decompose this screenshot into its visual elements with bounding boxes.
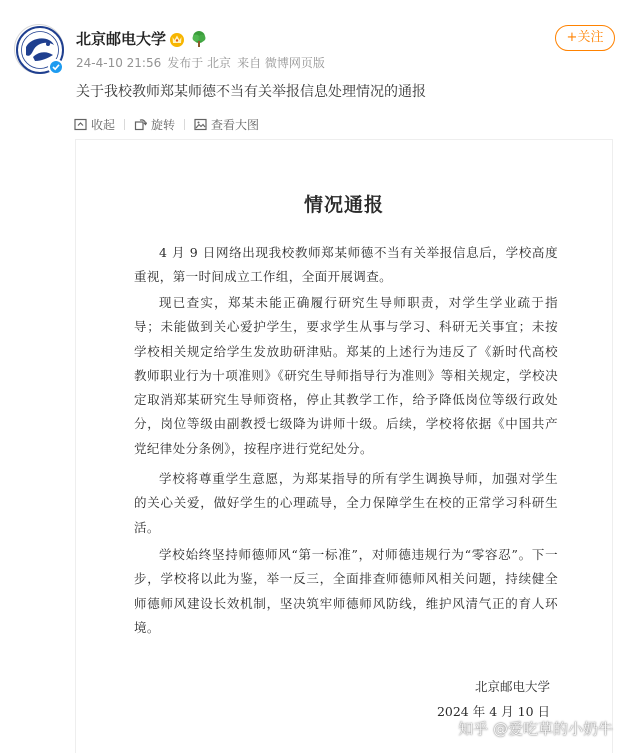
image-toolbar (74, 115, 259, 133)
rotate-button[interactable] (134, 116, 175, 133)
tree-badge-icon[interactable] (191, 30, 207, 48)
rotate-icon (134, 118, 147, 131)
watermark: 知乎 @爱吃草的小奶牛 (458, 720, 613, 738)
post-text: 关于我校教师郑某师德不当有关举报信息处理情况的通报 (76, 84, 426, 100)
document-paragraph-1: 4 月 9 日网络出现我校教师郑某师德不当有关举报信息后，学校高度重视，第一时间成立工作组，全面开展调查。 (134, 245, 558, 285)
post-source: 来自 微博网页版 (237, 56, 325, 70)
document-title: 情况通报 (303, 194, 384, 216)
collapse-label: 收起 (91, 117, 116, 132)
signature-date: 2024 年 4 月 10 日 (436, 704, 550, 719)
verified-badge-icon (48, 59, 64, 75)
follow-button[interactable]: +关注 (555, 25, 615, 51)
document-paragraph-3: 学校将尊重学生意愿，为郑某指导的所有学生调换导师，加强对学生的关心关爱，做好学生的心理疏导，全力保障学生在校的正常学习科研生活。 (134, 471, 558, 535)
post-location: 发布于 北京 (167, 56, 232, 70)
document-paragraph-4: 学校始终坚持师德师风“第一标准”，对师德违规行为“零容忍”。下一步，学校将以此为鉴，举一反三，全面排查师德师风相关问题，持续健全师德师风建设长效机制，坚决筑牢师德师风防线，维护风清气正的育人环境。 (134, 547, 558, 635)
view-large-label: 查看大图 (211, 117, 260, 132)
view-large-button[interactable] (194, 116, 259, 133)
username[interactable]: 北京邮电大学 (76, 30, 167, 48)
document-paragraph-2: 现已查实，郑某未能正确履行研究生导师职责，对学生学业疏于指导；未能做到关心爱护学生，要求学生从事与学习、科研无关事宜；未按学校相关规定给学生发放助研津贴。郑某的上述行为违反了《新时代高校教师职业行为十项准则》《研究生导师指导行为准则》等相关规定，学校决定取消郑某研究生导师资格，停止其教学工作，给予降低岗位等级行政处分，岗位等级由副教授七级降为讲师十级。后续，学校将依据《中国共产党纪律处分条例》，按程序进行党纪处分。 (134, 295, 558, 456)
toolbar-divider (184, 119, 185, 130)
post-meta (76, 55, 331, 71)
notice-image[interactable] (75, 139, 613, 753)
collapse-button[interactable] (74, 116, 115, 133)
image-icon (194, 118, 207, 131)
rotate-label: 旋转 (151, 117, 176, 132)
collapse-icon (74, 118, 87, 131)
toolbar-divider (124, 119, 125, 130)
post-time[interactable]: 24-4-10 21:56 (76, 56, 162, 70)
signature-org: 北京邮电大学 (474, 679, 550, 694)
crown-badge-icon[interactable] (168, 31, 186, 47)
